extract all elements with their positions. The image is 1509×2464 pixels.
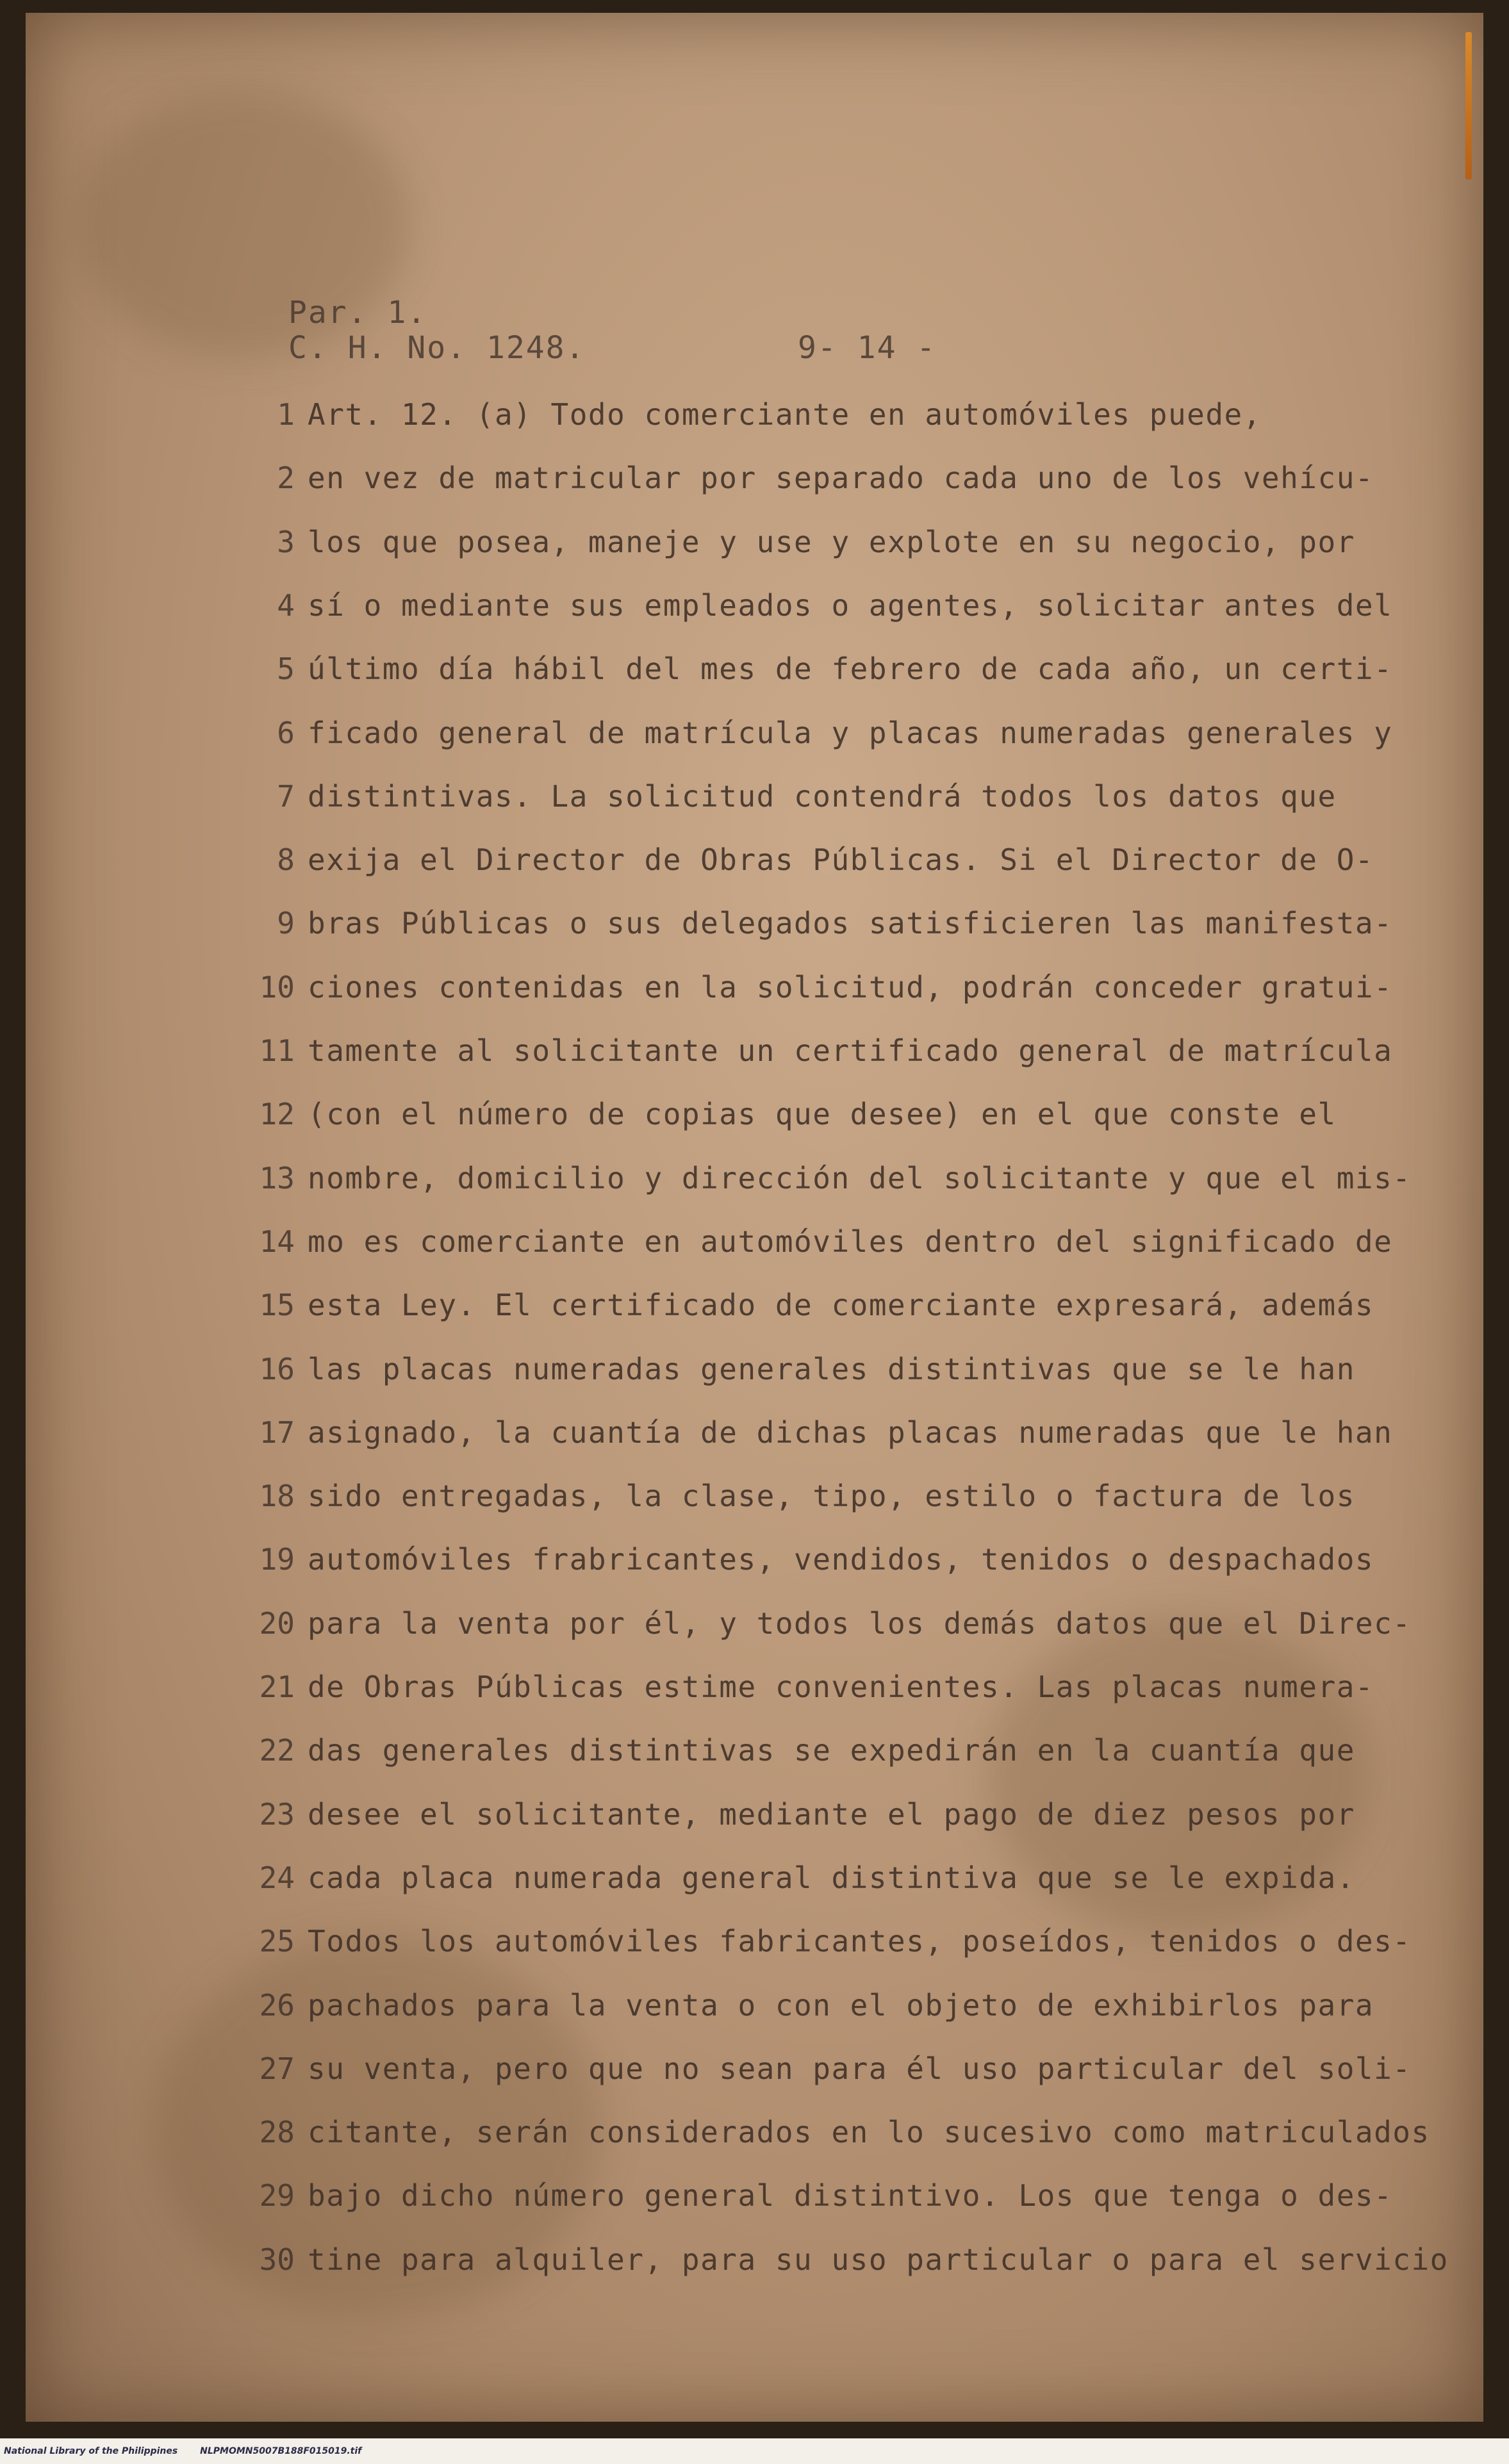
document-line (26, 397, 1483, 455)
line-number: 8 (277, 842, 295, 878)
line-number: 20 (259, 1606, 295, 1641)
document-line (26, 525, 1483, 582)
line-text: automóviles frabricantes, vendidos, tenidos o despachados (308, 1542, 1374, 1577)
document-line (26, 1224, 1483, 1282)
line-number: 10 (259, 969, 295, 1005)
edge-tape-mark (1465, 32, 1472, 179)
document-line (26, 716, 1483, 773)
line-text: asignado, la cuantía de dichas placas numeradas que le han (308, 1415, 1393, 1450)
document-line (26, 1161, 1483, 1219)
line-number: 26 (259, 1987, 295, 2023)
line-text: bras Públicas o sus delegados satisficieren las manifesta- (308, 906, 1393, 941)
scan-footer (0, 2438, 1509, 2464)
line-text: (con el número de copias que desee) en el que conste el (308, 1097, 1337, 1132)
paragraph-ref: Par. 1. (288, 295, 427, 331)
line-text: tine para alquiler, para su uso particular o para el servicio (308, 2242, 1449, 2277)
line-text: das generales distintivas se expedirán en la cuantía que (308, 1733, 1355, 1768)
line-text: ciones contenidas en la solicitud, podrán conceder gratui- (308, 969, 1393, 1005)
document-line (26, 1670, 1483, 1727)
line-text: esta Ley. El certificado de comerciante expresará, además (308, 1288, 1374, 1323)
line-text: distintivas. La solicitud contendrá todos los datos que (308, 778, 1337, 814)
line-text: cada placa numerada general distintiva que se le expida. (308, 1860, 1355, 1895)
document-line (26, 842, 1483, 900)
bill-number: C. H. No. 1248. (288, 330, 586, 366)
line-number: 14 (259, 1224, 295, 1259)
line-text: sido entregadas, la clase, tipo, estilo o factura de los (308, 1479, 1355, 1514)
document-line (26, 1860, 1483, 1918)
line-text: para la venta por él, y todos los demás datos que el Direc- (308, 1606, 1412, 1641)
document-line (26, 1033, 1483, 1091)
line-number: 6 (277, 715, 295, 750)
line-text: mo es comerciante en automóviles dentro del significado de (308, 1224, 1393, 1259)
line-number: 15 (259, 1288, 295, 1323)
line-text: tamente al solicitante un certificado general de matrícula (308, 1033, 1393, 1068)
document-line (26, 1924, 1483, 1982)
line-number: 28 (259, 2115, 295, 2150)
line-text: último día hábil del mes de febrero de cada año, un certi- (308, 652, 1393, 687)
line-text: pachados para la venta o con el objeto de exhibirlos para (308, 1987, 1374, 2023)
line-number: 30 (259, 2242, 295, 2277)
line-text: Art. 12. (a) Todo comerciante en automóviles puede, (308, 397, 1262, 432)
line-number: 9 (277, 906, 295, 941)
line-text: las placas numeradas generales distintivas que se le han (308, 1351, 1355, 1386)
line-number: 25 (259, 1924, 295, 1959)
document-line (26, 1415, 1483, 1473)
line-number: 4 (277, 587, 295, 623)
line-number: 11 (259, 1033, 295, 1068)
line-text: desee el solicitante, mediante el pago de diez pesos por (308, 1796, 1355, 1832)
line-number: 12 (259, 1097, 295, 1132)
document-line (26, 461, 1483, 518)
document-line (26, 1097, 1483, 1154)
line-number: 13 (259, 1160, 295, 1195)
document-page (26, 13, 1483, 2422)
line-text: Todos los automóviles fabricantes, poseídos, tenidos o des- (308, 1924, 1412, 1959)
line-number: 23 (259, 1796, 295, 1832)
document-line (26, 970, 1483, 1028)
line-number: 21 (259, 1670, 295, 1704)
document-line (26, 2242, 1483, 2300)
line-text: citante, serán considerados en lo sucesivo como matriculados (308, 2115, 1430, 2150)
document-line (26, 588, 1483, 646)
document-line (26, 906, 1483, 964)
line-number: 19 (259, 1542, 295, 1577)
line-number: 1 (277, 397, 295, 432)
line-number: 27 (259, 2051, 295, 2086)
line-text: los que posea, maneje y use y explote en su negocio, por (308, 524, 1355, 559)
document-line (26, 1542, 1483, 1600)
line-text: exija el Director de Obras Públicas. Si el Director de O- (308, 842, 1374, 878)
line-text: ficado general de matrícula y placas numeradas generales y (308, 715, 1393, 750)
document-line (26, 1606, 1483, 1664)
page-number: 9- 14 - (798, 330, 937, 366)
document-line (26, 1733, 1483, 1791)
line-text: su venta, pero que no sean para él uso particular del soli- (308, 2051, 1412, 2086)
document-line (26, 1288, 1483, 1345)
line-number: 2 (277, 461, 295, 496)
document-line (26, 2115, 1483, 2172)
document-line (26, 1988, 1483, 2046)
document-line (26, 2178, 1483, 2236)
line-number: 17 (259, 1415, 295, 1450)
document-line (26, 652, 1483, 709)
line-text: de Obras Públicas estime convenientes. Las placas numera- (308, 1670, 1374, 1704)
document-line (26, 1352, 1483, 1409)
line-number: 29 (259, 2178, 295, 2213)
document-line (26, 2051, 1483, 2109)
document-line (26, 1797, 1483, 1855)
line-text: bajo dicho número general distintivo. Los que tenga o des- (308, 2178, 1393, 2213)
file-code: NLPMOMN5007B188F015019.tif (200, 2446, 362, 2456)
document-line (26, 779, 1483, 837)
line-text: sí o mediante sus empleados o agentes, solicitar antes del (308, 587, 1393, 623)
line-number: 16 (259, 1351, 295, 1386)
line-number: 18 (259, 1479, 295, 1514)
line-number: 7 (277, 778, 295, 814)
line-number: 22 (259, 1733, 295, 1768)
line-text: nombre, domicilio y dirección del solicitante y que el mis- (308, 1160, 1412, 1195)
document-line (26, 1479, 1483, 1536)
line-number: 24 (259, 1860, 295, 1895)
line-number: 5 (277, 652, 295, 687)
line-number: 3 (277, 524, 295, 559)
line-text: en vez de matricular por separado cada uno de los vehícu- (308, 461, 1374, 496)
library-credit: National Library of the Philippines (4, 2446, 178, 2456)
